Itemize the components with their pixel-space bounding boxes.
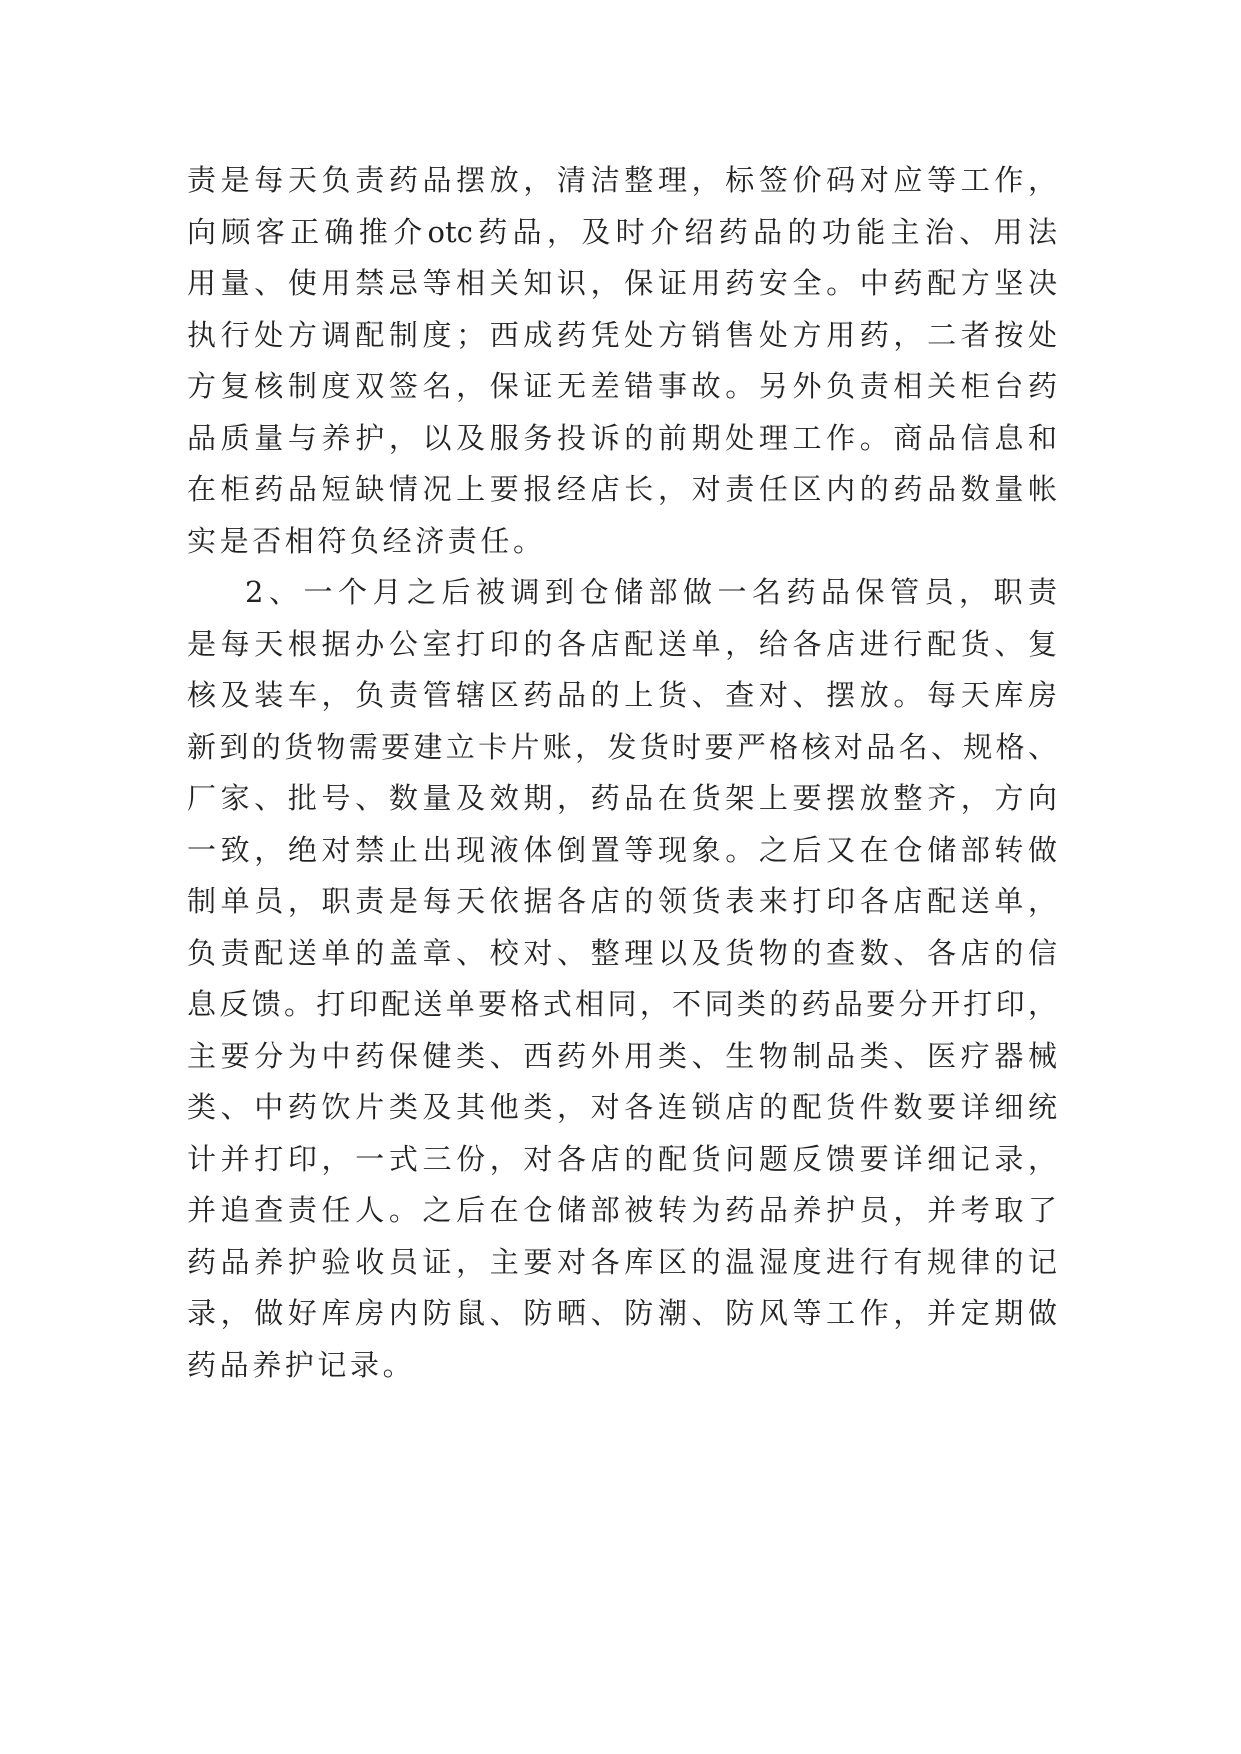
text-line: 厂家、批号、数量及效期，药品在货架上要摆放整齐，方向 [187,781,1057,815]
text-line: 一致，绝对禁止出现液体倒置等现象。之后又在仓储部转做 [187,832,1057,867]
text-line: 类、中药饮片类及其他类，对各连锁店的配货件数要详细统 [187,1090,1057,1124]
text-line: 方复核制度双签名，保证无差错事故。另外负责相关柜台药 [187,369,1057,403]
text-line: 责是每天负责药品摆放，清洁整理，标签价码对应等工作， [187,163,1057,197]
text-line: 核及装车，负责管辖区药品的上货、查对、摆放。每天库房 [187,678,1057,712]
text-line: 计并打印，一式三份，对各店的配货问题反馈要详细记录， [187,1141,1057,1176]
text-line: 新到的货物需要建立卡片账，发货时要严格核对品名、规格、 [187,729,1057,764]
text-line: 主要分为中药保健类、西药外用类、生物制品类、医疗器械 [187,1038,1057,1073]
text-line: 品质量与养护，以及服务投诉的前期处理工作。商品信息和 [187,420,1057,455]
text-line: 制单员，职责是每天依据各店的领货表来打印各店配送单， [187,884,1057,918]
text-line: 用量、使用禁忌等相关知识，保证用药安全。中药配方坚决 [187,266,1057,300]
text-line: 实是否相符负经济责任。 [187,523,546,558]
text-line: 向顾客正确推介otc药品，及时介绍药品的功能主治、用法 [187,214,1057,249]
text-line: 药品养护验收员证，主要对各库区的温湿度进行有规律的记 [187,1244,1057,1279]
body-text [187,155,1057,1391]
text-line: 录，做好库房内防鼠、防晒、防潮、防风等工作，并定期做 [187,1296,1057,1330]
text-line: 息反馈。打印配送单要格式相同，不同类的药品要分开打印， [187,987,1057,1021]
text-line: 是每天根据办公室打印的各店配送单，给各店进行配货、复 [187,626,1057,661]
text-line: 负责配送单的盖章、校对、整理以及货物的查数、各店的信 [187,935,1057,970]
text-line: 在柜药品短缺情况上要报经店长，对责任区内的药品数量帐 [187,472,1057,506]
text-line: 并追查责任人。之后在仓储部被转为药品养护员，并考取了 [187,1193,1057,1227]
text-line: 药品养护记录。 [187,1347,416,1382]
paragraph-start-line: 2、一个月之后被调到仓储部做一名药品保管员，职责 [245,575,1057,609]
text-line: 执行处方调配制度；西成药凭处方销售处方用药，二者按处 [187,317,1057,352]
